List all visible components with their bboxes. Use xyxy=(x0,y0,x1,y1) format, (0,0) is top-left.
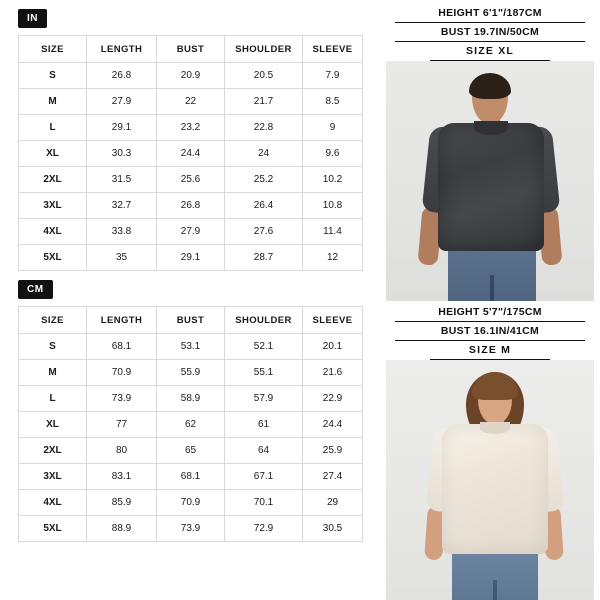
model-photo-image xyxy=(386,360,594,600)
cell-sleeve: 9 xyxy=(303,115,363,141)
cell-shoulder: 52.1 xyxy=(225,334,303,360)
cell-shoulder: 72.9 xyxy=(225,516,303,542)
cell-shoulder: 27.6 xyxy=(225,219,303,245)
cell-shoulder: 20.5 xyxy=(225,63,303,89)
cell-sleeve: 12 xyxy=(303,245,363,271)
table-row xyxy=(19,360,363,386)
table-row xyxy=(19,386,363,412)
cell-shoulder: 64 xyxy=(225,438,303,464)
size-table-cm xyxy=(18,306,363,542)
cell-length: 85.9 xyxy=(87,490,157,516)
model-photo-female xyxy=(386,360,594,600)
cell-length: 83.1 xyxy=(87,464,157,490)
cell-sleeve: 22.9 xyxy=(303,386,363,412)
cell-bust: 53.1 xyxy=(157,334,225,360)
cell-bust: 22 xyxy=(157,89,225,115)
table-row xyxy=(19,245,363,271)
cell-bust: 73.9 xyxy=(157,516,225,542)
model-height: HEIGHT 5'7"/175CM xyxy=(395,305,585,322)
cell-sleeve: 27.4 xyxy=(303,464,363,490)
cell-sleeve: 9.6 xyxy=(303,141,363,167)
cell-shoulder: 22.8 xyxy=(225,115,303,141)
cell-length: 88.9 xyxy=(87,516,157,542)
cell-shoulder: 70.1 xyxy=(225,490,303,516)
cell-length: 35 xyxy=(87,245,157,271)
model-bust: BUST 16.1IN/41CM xyxy=(395,324,585,341)
cell-shoulder: 67.1 xyxy=(225,464,303,490)
unit-badge-in: IN xyxy=(18,9,47,28)
column-header-bust: BUST xyxy=(157,36,225,63)
cell-sleeve: 25.9 xyxy=(303,438,363,464)
cell-sleeve: 20.1 xyxy=(303,334,363,360)
model-card-male xyxy=(386,4,594,301)
cell-length: 80 xyxy=(87,438,157,464)
model-spec-block xyxy=(395,303,585,360)
cell-bust: 24.4 xyxy=(157,141,225,167)
cell-bust: 55.9 xyxy=(157,360,225,386)
table-row xyxy=(19,167,363,193)
cell-shoulder: 55.1 xyxy=(225,360,303,386)
cell-sleeve: 10.8 xyxy=(303,193,363,219)
table-row xyxy=(19,89,363,115)
cell-length: 32.7 xyxy=(87,193,157,219)
model-photos-column xyxy=(380,0,600,600)
cell-size: XL xyxy=(19,141,87,167)
model-size: SIZE XL xyxy=(430,44,550,61)
unit-badge-cm: CM xyxy=(18,280,53,299)
cell-bust: 27.9 xyxy=(157,219,225,245)
table-row xyxy=(19,516,363,542)
cell-bust: 62 xyxy=(157,412,225,438)
model-collar xyxy=(474,121,508,135)
table-row xyxy=(19,334,363,360)
cell-size: 4XL xyxy=(19,490,87,516)
column-header-shoulder: SHOULDER xyxy=(225,307,303,334)
column-header-shoulder: SHOULDER xyxy=(225,36,303,63)
cell-bust: 26.8 xyxy=(157,193,225,219)
cell-size: L xyxy=(19,386,87,412)
model-bust: BUST 19.7IN/50CM xyxy=(395,25,585,42)
cell-length: 73.9 xyxy=(87,386,157,412)
table-row xyxy=(19,219,363,245)
cell-bust: 58.9 xyxy=(157,386,225,412)
cell-shoulder: 21.7 xyxy=(225,89,303,115)
cell-bust: 23.2 xyxy=(157,115,225,141)
cell-shoulder: 25.2 xyxy=(225,167,303,193)
cell-size: 2XL xyxy=(19,438,87,464)
table-row xyxy=(19,438,363,464)
cell-size: S xyxy=(19,334,87,360)
cell-size: 3XL xyxy=(19,464,87,490)
cell-length: 70.9 xyxy=(87,360,157,386)
cell-bust: 70.9 xyxy=(157,490,225,516)
cell-bust: 20.9 xyxy=(157,63,225,89)
cell-length: 68.1 xyxy=(87,334,157,360)
column-header-sleeve: SLEEVE xyxy=(303,36,363,63)
cell-sleeve: 29 xyxy=(303,490,363,516)
cell-size: S xyxy=(19,63,87,89)
column-header-bust: BUST xyxy=(157,307,225,334)
cell-size: M xyxy=(19,89,87,115)
model-height: HEIGHT 6'1"/187CM xyxy=(395,6,585,23)
size-table-in xyxy=(18,35,363,271)
column-header-length: LENGTH xyxy=(87,36,157,63)
table-row xyxy=(19,115,363,141)
cell-sleeve: 8.5 xyxy=(303,89,363,115)
cell-shoulder: 28.7 xyxy=(225,245,303,271)
cell-shoulder: 61 xyxy=(225,412,303,438)
model-hair xyxy=(469,73,511,99)
cell-bust: 65 xyxy=(157,438,225,464)
cell-length: 26.8 xyxy=(87,63,157,89)
model-tshirt xyxy=(438,123,544,251)
cell-shoulder: 26.4 xyxy=(225,193,303,219)
table-row xyxy=(19,490,363,516)
cell-size: 3XL xyxy=(19,193,87,219)
cell-size: XL xyxy=(19,412,87,438)
column-header-size: SIZE xyxy=(19,307,87,334)
model-collar xyxy=(480,422,510,434)
table-row xyxy=(19,412,363,438)
cell-size: M xyxy=(19,360,87,386)
model-card-female xyxy=(386,303,594,600)
cell-sleeve: 24.4 xyxy=(303,412,363,438)
column-header-size: SIZE xyxy=(19,36,87,63)
model-photo-image xyxy=(386,61,594,301)
model-spec-block xyxy=(395,4,585,61)
cell-size: 5XL xyxy=(19,516,87,542)
table-header-row xyxy=(19,307,363,334)
table-row xyxy=(19,464,363,490)
model-photo-male xyxy=(386,61,594,301)
cell-sleeve: 30.5 xyxy=(303,516,363,542)
cell-sleeve: 21.6 xyxy=(303,360,363,386)
cell-length: 31.5 xyxy=(87,167,157,193)
cell-bust: 29.1 xyxy=(157,245,225,271)
cell-size: 2XL xyxy=(19,167,87,193)
table-row xyxy=(19,193,363,219)
cell-bust: 25.6 xyxy=(157,167,225,193)
cell-sleeve: 7.9 xyxy=(303,63,363,89)
cell-length: 77 xyxy=(87,412,157,438)
model-size: SIZE M xyxy=(430,343,550,360)
cell-length: 29.1 xyxy=(87,115,157,141)
column-header-length: LENGTH xyxy=(87,307,157,334)
model-jeans-seam xyxy=(490,275,494,301)
cell-shoulder: 24 xyxy=(225,141,303,167)
cell-shoulder: 57.9 xyxy=(225,386,303,412)
cell-length: 27.9 xyxy=(87,89,157,115)
table-row xyxy=(19,141,363,167)
model-tshirt xyxy=(442,424,548,554)
table-header-row xyxy=(19,36,363,63)
cell-size: 4XL xyxy=(19,219,87,245)
cell-bust: 68.1 xyxy=(157,464,225,490)
model-jeans-seam xyxy=(493,580,497,600)
table-row xyxy=(19,63,363,89)
cell-size: 5XL xyxy=(19,245,87,271)
cell-sleeve: 11.4 xyxy=(303,219,363,245)
cell-size: L xyxy=(19,115,87,141)
cell-length: 33.8 xyxy=(87,219,157,245)
cell-length: 30.3 xyxy=(87,141,157,167)
cell-sleeve: 10.2 xyxy=(303,167,363,193)
column-header-sleeve: SLEEVE xyxy=(303,307,363,334)
